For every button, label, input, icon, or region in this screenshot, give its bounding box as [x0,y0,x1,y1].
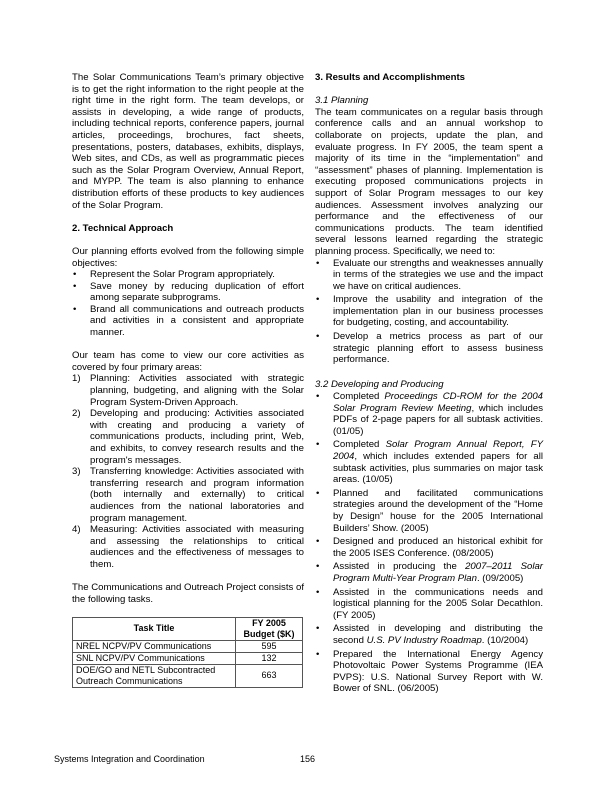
list-item: • Assisted in developing and distributing the second U.S. PV Industry Roadmap. (10/2004) [316,623,543,646]
list-item: • Completed Proceedings CD-ROM for the 2004 Solar Program Review Meeting, which includes PDFs of 2-page papers for all subtask activities. (01/05) [316,391,543,437]
bullet-icon: • [316,257,320,269]
list-item: 3) Transferring knowledge: Activities associated with transferring research and program information (both internally and externally) to critical audiences from the national laboratories and program management. [72,466,304,524]
column-header-task-title: Task Title [73,617,236,640]
footer-section-title: Systems Integration and Coordination [54,754,205,764]
tasks-intro: The Communications and Outreach Project consists of the following tasks. [72,582,304,605]
table-row [73,640,303,652]
list-item: • Completed Solar Program Annual Report, FY 2004, which includes extended papers for all subtask activities, plus summaries on major task areas. (10/05) [316,439,543,486]
bullet-icon: • [316,331,320,343]
section-heading-results: 3. Results and Accomplishments [315,72,465,83]
task-title-cell: DOE/GO and NETL Subcontracted Outreach Communications [73,664,236,687]
budget-cell: 132 [236,652,303,664]
subsection-heading-planning: 3.1 Planning [315,95,369,107]
list-item: • Designed and produced an historical exhibit for the 2005 ISES Conference. (08/2005) [316,536,543,559]
bullet-icon: • [73,269,77,281]
task-budget-table [72,617,303,688]
list-item: • Planned and facilitated communications strategies around the development of the “Home by Design” house for the 2005 International Builders’ Show. (2005) [316,487,543,534]
bullet-icon: • [316,586,320,598]
column-header-budget: FY 2005 Budget ($K) [236,617,303,640]
budget-cell: 595 [236,640,303,652]
table-row [73,664,303,687]
bullet-icon: • [316,561,320,573]
list-item: • Represent the Solar Program appropriately. [73,269,275,281]
list-item: 2) Developing and producing: Activities associated with creating and producing a variety of communications products, including print, Web, and exhibits, to convey research results and the program's messages. [72,408,304,466]
planning-paragraph: The team communicates on a regular basis through conference calls and an annual workshop to collaborate on projects, update the plan, and evaluate progress. In FY 2005, the team spent a majority of its time in the “implementation” and “assessment” phases of planning. Implementation is executing proposed communications projects in support of Solar Program messages to our key audiences. Assessment involves analyzing our performance and the effectiveness of our communications products. The team identified several lessons learned regarding the strategic planning process. Specifically, we need to: [315,106,543,257]
right-column [315,72,543,697]
list-item: • Brand all communications and outreach products and activities in a consistent and appropriate manner. [73,303,304,339]
list-item: • Evaluate our strengths and weaknesses annually in terms of the strategies we use and the impact we have on critical audiences. [316,257,543,292]
task-title-cell: NREL NCPV/PV Communications [73,640,236,652]
objectives-list [72,269,304,339]
section-heading-technical-approach: 2. Technical Approach [72,222,174,234]
objectives-intro: Our planning efforts evolved from the following simple objectives: [72,245,304,269]
budget-cell: 663 [236,664,303,687]
task-title-cell: SNL NCPV/PV Communications [73,652,236,664]
bullet-icon: • [316,487,320,499]
list-item: 1) Planning: Activities associated with strategic planning, budgeting, and aligning with the Solar Program System-Driven Approach. [72,373,304,408]
subsection-heading-producing: 3.2 Developing and Producing [315,379,444,391]
intro-paragraph: The Solar Communications Team’s primary objective is to get the right information to the right people at the right time in the right form. The team develops, or assists in developing, a wide range of products, including technical reports, conference papers, journal articles, proceedings, brochures, fact sheets, presentations, posters, databases, exhibits, displays, Web sites, and CDs, as well as programmatic pieces such as the Solar Program Overview, Annual Report, and MYPP. The team is also planning to enhance distribution efforts of these products to key audiences of the Solar Program. [72,72,304,211]
table-row [73,652,303,664]
list-item: 4) Measuring: Activities associated with measuring and assessing the relationships to critical audiences and the effectiveness of messages to them. [72,524,304,570]
page-number: 156 [300,754,316,764]
bullet-icon: • [73,280,77,292]
list-item: • Assisted in the communications needs and logistical planning for the 2005 Solar Decathlon. (FY 2005) [316,586,543,621]
bullet-icon: • [73,303,77,315]
areas-list [72,373,304,570]
producing-bullets [315,391,543,695]
bullet-icon: • [316,391,320,403]
list-item: • Save money by reducing duplication of effort among separate subprograms. [73,280,304,304]
planning-bullets [315,258,543,366]
areas-intro: Our team has come to view our core activities as covered by four primary areas: [72,350,304,373]
bullet-icon: • [316,623,320,635]
list-item: • Improve the usability and integration of the implementation plan in our business processes for budgeting, costing, and accountability. [316,294,543,329]
left-column [72,72,304,688]
list-item: • Assisted in producing the 2007–2011 Solar Program Multi-Year Program Plan. (09/2005) [316,561,543,584]
bullet-icon: • [316,439,320,451]
list-item: • Develop a metrics process as part of our strategic planning effort to assess business performance. [316,331,543,366]
table-header-row [73,617,303,640]
list-item: • Prepared the International Energy Agency Photovoltaic Power Systems Programme (IEA PVPS): U.S. National Survey Report with W. Bower of SNL. (06/2005) [316,648,543,695]
bullet-icon: • [316,294,320,306]
bullet-icon: • [316,536,320,548]
bullet-icon: • [316,648,320,660]
